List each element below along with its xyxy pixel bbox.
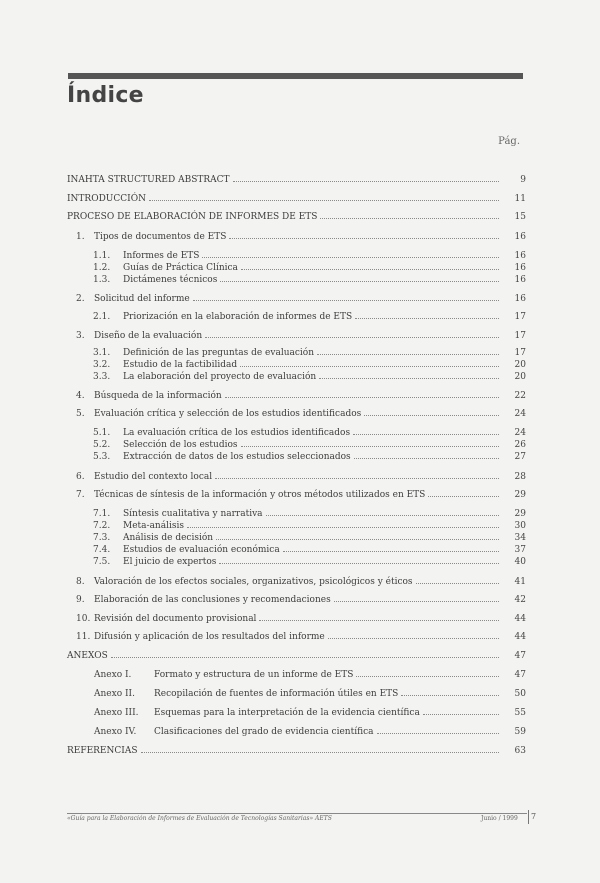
toc-entry	[67, 210, 526, 222]
toc-entry-label: Clasificaciones del grado de evidencia científica	[154, 727, 374, 737]
toc-entry-page: 63	[514, 746, 526, 756]
toc-entry	[93, 261, 526, 273]
toc-entry	[93, 450, 526, 462]
toc-entry	[94, 668, 526, 680]
toc-entry-page: 28	[514, 472, 526, 482]
toc-entry	[93, 426, 526, 438]
toc-entry-number: Anexo II.	[94, 689, 135, 699]
toc-leader-dots	[241, 438, 500, 447]
toc-entry	[76, 292, 526, 304]
toc-entry-page: 55	[514, 708, 526, 718]
toc-entry-label: INAHTA STRUCTURED ABSTRACT	[67, 175, 230, 185]
toc-entry-page: 22	[514, 391, 526, 401]
toc-entry-label: Meta-análisis	[123, 521, 184, 531]
toc-leader-dots	[259, 612, 499, 621]
toc-entry-page: 40	[514, 557, 526, 567]
toc-entry-page: 16	[514, 232, 526, 242]
toc-entry-label: Selección de los estudios	[123, 440, 238, 450]
toc-leader-dots	[141, 744, 500, 753]
toc-entry-page: 47	[514, 670, 526, 680]
toc-entry	[76, 389, 526, 401]
toc-entry	[93, 370, 526, 382]
toc-entry-label: Extracción de datos de los estudios seleccionados	[123, 452, 351, 462]
toc-entry-number: 3.1.	[93, 348, 111, 358]
toc-entry-label: Dictámenes técnicos	[123, 275, 218, 285]
toc-entry	[93, 438, 526, 450]
toc-entry	[76, 593, 526, 605]
toc-entry-number: 6.	[76, 472, 85, 482]
toc-entry-label: Guías de Práctica Clínica	[123, 263, 238, 273]
toc-entry-number: 1.1.	[93, 251, 111, 261]
toc-entry-label: Informes de ETS	[123, 251, 200, 261]
footer-divider	[528, 810, 529, 824]
toc-entry-label: PROCESO DE ELABORACIÓN DE INFORMES DE ETS	[67, 212, 318, 222]
toc-entry-label: Búsqueda de la información	[94, 391, 222, 401]
toc-entry	[93, 310, 526, 322]
toc-leader-dots	[423, 706, 499, 715]
toc-leader-dots	[355, 310, 499, 319]
toc-entry-number: 5.2.	[93, 440, 111, 450]
toc-entry-label: Valoración de los efectos sociales, organizativos, psicológicos y éticos	[94, 577, 413, 587]
toc-entry	[76, 612, 526, 624]
toc-leader-dots	[317, 346, 499, 355]
toc-entry-number: Anexo III.	[94, 708, 139, 718]
toc-entry	[76, 630, 526, 642]
toc-entry-label: El juicio de expertos	[123, 557, 217, 567]
toc-entry-label: Técnicas de síntesis de la información y otros métodos utilizados en ETS	[94, 490, 426, 500]
toc-entry-label: Revisión del documento provisional	[94, 614, 257, 624]
toc-entry-number: 7.	[76, 490, 85, 500]
footer-rule	[67, 813, 527, 814]
toc-entry-label: Formato y estructura de un informe de ETS	[154, 670, 354, 680]
toc-entry	[67, 649, 526, 661]
toc-entry	[67, 744, 526, 756]
toc-entry-page: 24	[514, 428, 526, 438]
toc-entry-page: 16	[514, 294, 526, 304]
toc-entry-number: 11.	[76, 632, 91, 642]
toc-entry-label: Definición de las preguntas de evaluación	[123, 348, 314, 358]
toc-entry-number: 5.1.	[93, 428, 111, 438]
toc-entry-number: 5.3.	[93, 452, 111, 462]
toc-leader-dots	[354, 450, 499, 459]
toc-entry-page: 16	[514, 275, 526, 285]
toc-leader-dots	[216, 531, 499, 540]
toc-leader-dots	[233, 173, 499, 182]
toc-entry-label: Tipos de documentos de ETS	[94, 232, 227, 242]
toc-entry-page: 44	[514, 632, 526, 642]
toc-entry-number: 10.	[76, 614, 91, 624]
toc-entry-number: 7.2.	[93, 521, 111, 531]
toc-entry-label: Elaboración de las conclusiones y recomendaciones	[94, 595, 331, 605]
toc-entry-label: La elaboración del proyecto de evaluación	[123, 372, 317, 382]
toc-entry-label: Difusión y aplicación de los resultados del informe	[94, 632, 325, 642]
toc-entry	[93, 555, 526, 567]
toc-entry-label: Recopilación de fuentes de información útiles en ETS	[154, 689, 399, 699]
toc-entry-page: 17	[514, 312, 526, 322]
toc-leader-dots	[353, 426, 499, 435]
footer-page-number: 7	[531, 812, 537, 821]
toc-entry	[93, 507, 526, 519]
toc-leader-dots	[320, 210, 499, 219]
toc-entry	[93, 249, 526, 261]
toc-entry-page: 15	[514, 212, 526, 222]
toc-entry-page: 17	[514, 348, 526, 358]
toc-entry-number: Anexo I.	[94, 670, 132, 680]
toc-entry-number: 7.3.	[93, 533, 111, 543]
toc-leader-dots	[401, 687, 499, 696]
toc-entry	[93, 358, 526, 370]
toc-entry	[76, 470, 526, 482]
toc-entry-page: 20	[514, 372, 526, 382]
toc-entry-number: 1.3.	[93, 275, 111, 285]
toc-leader-dots	[377, 725, 500, 734]
footer-date: Junio / 1999	[481, 815, 518, 822]
toc-entry	[67, 192, 526, 204]
toc-entry-page: 29	[514, 490, 526, 500]
toc-entry-page: 27	[514, 452, 526, 462]
toc-leader-dots	[229, 230, 499, 239]
toc-entry-label: Solicitud del informe	[94, 294, 190, 304]
toc-entry-label: Estudio de la factibilidad	[123, 360, 238, 370]
toc-entry-page: 26	[514, 440, 526, 450]
toc-entry-label: INTRODUCCIÓN	[67, 194, 146, 204]
toc-entry-number: 3.3.	[93, 372, 111, 382]
toc-entry-page: 24	[514, 409, 526, 419]
toc-entry-page: 17	[514, 331, 526, 341]
header-rule	[68, 73, 523, 79]
toc-entry	[93, 346, 526, 358]
toc-entry-number: 8.	[76, 577, 85, 587]
toc-entry-page: 20	[514, 360, 526, 370]
toc-entry-page: 16	[514, 251, 526, 261]
toc-entry-page: 16	[514, 263, 526, 273]
toc-entry	[93, 273, 526, 285]
toc-entry-page: 9	[520, 175, 526, 185]
toc-entry-page: 59	[514, 727, 526, 737]
toc-entry-number: 4.	[76, 391, 85, 401]
toc-entry	[76, 488, 526, 500]
toc-entry-number: 1.	[76, 232, 85, 242]
toc-entry-number: 7.1.	[93, 509, 111, 519]
toc-entry-label: REFERENCIAS	[67, 746, 138, 756]
toc-entry-page: 30	[514, 521, 526, 531]
toc-entry-label: Evaluación crítica y selección de los estudios identificados	[94, 409, 362, 419]
page-column-label: Pág.	[498, 136, 520, 147]
toc-entry-number: 7.5.	[93, 557, 111, 567]
toc-leader-dots	[149, 192, 499, 201]
toc-entry	[93, 543, 526, 555]
toc-leader-dots	[319, 370, 499, 379]
toc-entry-number: 2.1.	[93, 312, 111, 322]
toc-entry-page: 47	[514, 651, 526, 661]
footer-citation: «Guía para la Elaboración de Informes de Evaluación de Tecnologías Sanitarias» AETS	[67, 815, 332, 822]
toc-entry	[76, 230, 526, 242]
toc-entry-number: 3.2.	[93, 360, 111, 370]
toc-leader-dots	[356, 668, 499, 677]
toc-entry-label: Estudio del contexto local	[94, 472, 213, 482]
toc-leader-dots	[202, 249, 499, 258]
toc-entry-page: 42	[514, 595, 526, 605]
toc-entry-label: Análisis de decisión	[123, 533, 214, 543]
toc-leader-dots	[220, 273, 499, 282]
toc-leader-dots	[266, 507, 499, 516]
toc-entry-number: 3.	[76, 331, 85, 341]
toc-entry-number: 5.	[76, 409, 85, 419]
toc-entry-label: Priorización en la elaboración de informes de ETS	[123, 312, 353, 322]
toc-leader-dots	[241, 261, 499, 270]
toc-entry-number: 1.2.	[93, 263, 111, 273]
toc-entry	[76, 329, 526, 341]
toc-leader-dots	[416, 575, 499, 584]
toc-entry-label: ANEXOS	[67, 651, 108, 661]
toc-entry-label: Síntesis cualitativa y narrativa	[123, 509, 263, 519]
toc-entry	[93, 531, 526, 543]
toc-entry-label: Estudios de evaluación económica	[123, 545, 280, 555]
toc-leader-dots	[240, 358, 499, 367]
toc-entry-page: 37	[514, 545, 526, 555]
page-title: Índice	[67, 83, 144, 108]
toc-leader-dots	[205, 329, 499, 338]
toc-entry-page: 11	[514, 194, 526, 204]
toc-leader-dots	[193, 292, 499, 301]
toc-entry	[76, 407, 526, 419]
toc-leader-dots	[334, 593, 499, 602]
toc-entry-page: 34	[514, 533, 526, 543]
toc-leader-dots	[428, 488, 499, 497]
toc-entry-page: 44	[514, 614, 526, 624]
toc-leader-dots	[364, 407, 499, 416]
toc-entry-page: 29	[514, 509, 526, 519]
toc-entry-label: Esquemas para la interpretación de la evidencia científica	[154, 708, 420, 718]
toc-leader-dots	[111, 649, 499, 658]
toc-entry	[67, 173, 526, 185]
toc-entry-label: Diseño de la evaluación	[94, 331, 203, 341]
toc-entry-page: 41	[514, 577, 526, 587]
toc-leader-dots	[328, 630, 499, 639]
toc-entry-label: La evaluación crítica de los estudios identificados	[123, 428, 351, 438]
toc-leader-dots	[283, 543, 499, 552]
toc-entry-number: 7.4.	[93, 545, 111, 555]
toc-entry	[76, 575, 526, 587]
toc-entry-number: 2.	[76, 294, 85, 304]
toc-leader-dots	[219, 555, 499, 564]
toc-entry	[93, 519, 526, 531]
toc-entry	[94, 706, 526, 718]
toc-entry-page: 50	[514, 689, 526, 699]
toc-entry-number: Anexo IV.	[94, 727, 137, 737]
toc-entry	[94, 725, 526, 737]
toc-leader-dots	[187, 519, 499, 528]
toc-leader-dots	[215, 470, 499, 479]
toc-entry-number: 9.	[76, 595, 85, 605]
toc-entry	[94, 687, 526, 699]
toc-leader-dots	[225, 389, 499, 398]
